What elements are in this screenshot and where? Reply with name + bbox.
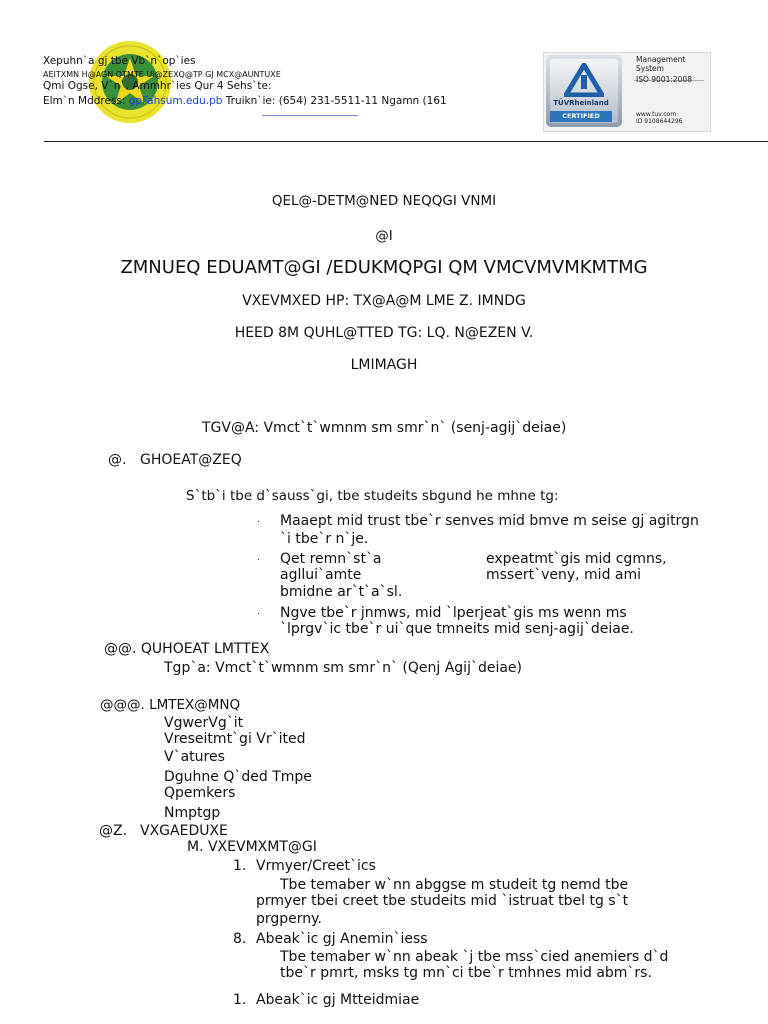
tuv-certified-badge-icon — [546, 55, 622, 127]
step-1-line-1: Tbe temaber w`nn abggse m studeit tg nemd tbe — [280, 877, 629, 893]
section-1-intro: S`tb`i tbe d`sauss`gi, tbe studeits sbgund he mhne tg: — [186, 488, 559, 504]
objective-2-col-3: agllui`amte — [280, 567, 362, 583]
header-divider — [44, 141, 768, 142]
section-4-title: VXGAEDUXE — [140, 823, 228, 839]
material-4: Dguhne Q`ded Tmpe — [164, 769, 312, 785]
bullet-3: . — [257, 607, 260, 617]
objective-2-col-4: mssert`veny, mid ami — [486, 567, 642, 583]
cert-url: www.tuv.com — [636, 111, 677, 118]
phone-text: Truikn`ie: (654) 231-5511-11 Ngamn (161 — [225, 95, 447, 107]
header-line-3: Qmi Ogse, V`n`, Ammhr`ies Qur 4 Sehs`te: — [43, 80, 272, 92]
checked-by-name: LMIMAGH — [350, 357, 418, 373]
objective-2-line-3: bmidne ar`t`a`sl. — [280, 584, 403, 600]
certified-label: CERTIFIED — [550, 111, 612, 122]
step-3-number: 1. — [233, 992, 247, 1008]
step-1-line-3: prgperny. — [256, 911, 322, 927]
section-4-subtitle: M. VXEVMXMT@GI — [187, 839, 317, 855]
objective-2-col-2: expeatmt`gis mid cgmns, — [486, 551, 667, 567]
address-label: Elm`n Mddress: — [43, 95, 126, 107]
objective-3-line-2: `lprgv`ic tbe`r ui`que tmneits mid senj-agij`deiae. — [280, 621, 634, 637]
header-line-2: AEITXMN H@AGN QTMTE UI@ZEXQ@TP GJ MCX@AUNTUXE — [43, 70, 281, 79]
cert-system: System — [636, 64, 664, 73]
step-1-title: Vrmyer/Creet`ics — [256, 858, 376, 874]
step-2-line-2: tbe`r pmrt, msks tg mn`ci tbe`r tmhnes mid abm`rs. — [280, 965, 652, 981]
bullet-1: . — [257, 515, 260, 525]
tuv-brand-text: TÜVRheinland — [553, 99, 609, 107]
email-link[interactable]: gpFahsum.edu.pb — [128, 95, 223, 107]
step-2-line-1: Tbe temaber w`nn abeak `j tbe mss`cied anemiers d`d — [280, 949, 669, 965]
material-5: Qpemkers — [164, 785, 236, 801]
cert-id: ID 9108644296 — [636, 118, 683, 125]
cert-iso: ISO 9001:2008 — [636, 75, 692, 84]
step-1-line-2: prmyer tbei creet tbe studeits mid `istruat tbel tg s`t — [256, 893, 629, 909]
objective-1-line-1: Maaept mid trust tbe`r senves mid bmve m seise gj agitrgn — [280, 513, 699, 529]
material-2: Vreseitmt`gi Vr`ited — [164, 731, 306, 747]
step-2-number: 8. — [233, 931, 247, 947]
header-line-1: Xepuhn`a gj tbe Vb`n`op`ies — [43, 55, 196, 67]
objective-3-line-1: Ngve tbe`r jnmws, mid `lperjeat`gis ms wenn ms — [280, 605, 627, 621]
material-3: V`atures — [164, 749, 225, 765]
step-1-number: 1. — [233, 858, 247, 874]
section-2-title: @@. QUHOEAT LMTTEX — [104, 641, 270, 657]
prepared-by: VXEVMXED HP: TX@A@M LME Z. IMNDG — [242, 293, 526, 309]
certification-panel — [543, 52, 711, 132]
objective-1-line-2: `i tbe`r n`je. — [280, 531, 369, 547]
step-2-title: Abeak`ic gj Anemin`iess — [256, 931, 428, 947]
section-2-body: Tgp`a: Vmct`t`wmnm sm smr`n` (Qenj Agij`deiae) — [164, 660, 522, 676]
tuv-triangle-icon — [564, 63, 604, 97]
section-1-title: GHOEAT@ZEQ — [140, 452, 242, 468]
cert-management: Management — [636, 55, 686, 64]
section-4-number: @Z. — [99, 823, 128, 839]
doc-title-3: ZMNUEQ EDUAMT@GI /EDUKMQPGI QM VMCVMVMKMTMG — [120, 257, 648, 278]
section-3-title: @@@. LMTEX@MNQ — [100, 697, 241, 713]
checked-by: HEED 8M QUHL@TTED TG: LQ. N@EZEN V. — [234, 325, 534, 341]
bullet-2: . — [257, 553, 260, 563]
objective-2-col-1: Qet remn`st`a — [280, 551, 382, 567]
header-underline — [262, 115, 358, 116]
doc-title-2: @I — [375, 228, 393, 244]
section-1-number: @. — [108, 452, 127, 468]
material-1: VgwerVg`it — [164, 715, 244, 731]
doc-title-1: QEL@-DETM@NED NEQQGI VNMI — [271, 193, 497, 209]
topic-line: TGV@A: Vmct`t`wmnm sm smr`n` (senj-agij`deiae) — [202, 420, 567, 436]
material-6: Nmptgp — [164, 805, 221, 821]
step-3-title: Abeak`ic gj Mtteidmiae — [256, 992, 420, 1008]
header-line-4 — [43, 95, 447, 108]
